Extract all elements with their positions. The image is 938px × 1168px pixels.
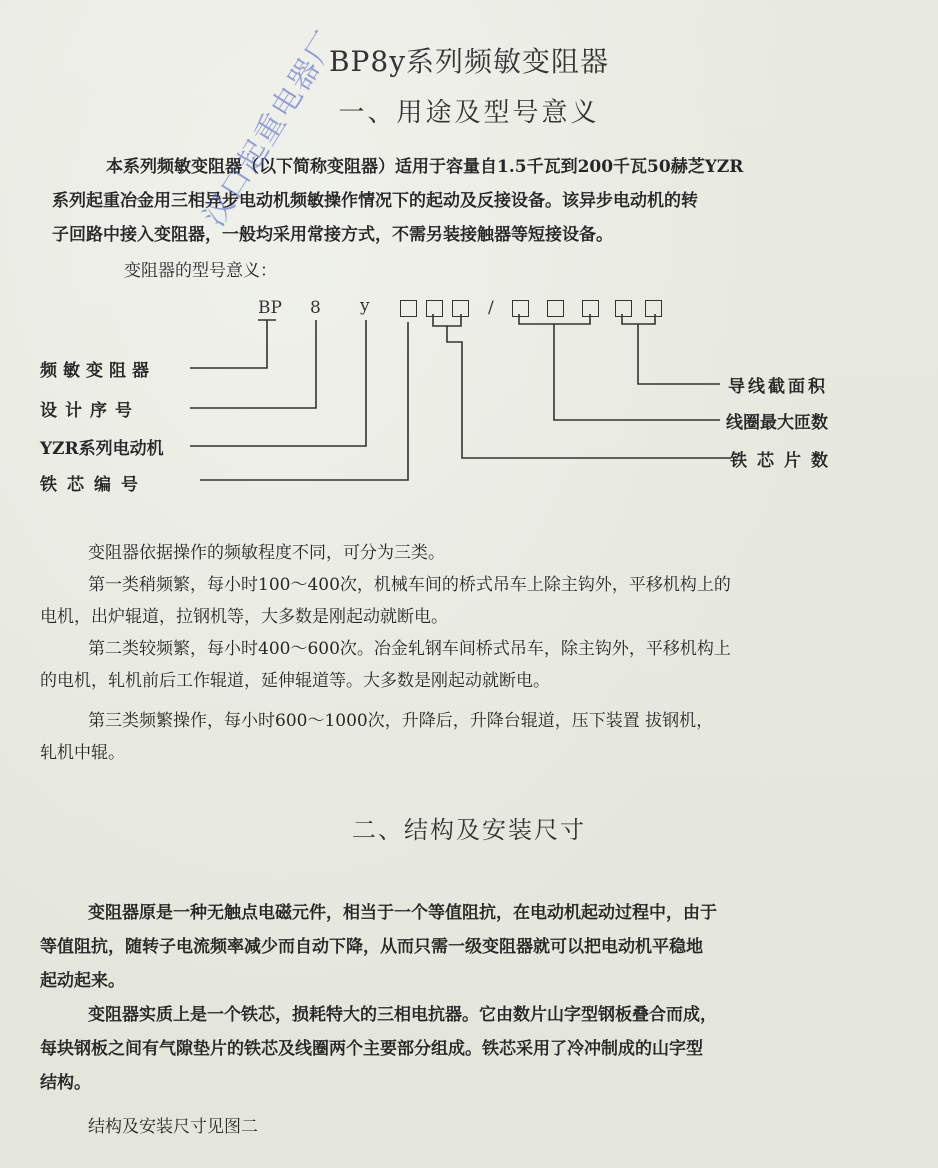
- label-core-sheets: 铁芯片数: [730, 451, 838, 471]
- model-code-diagram: [0, 280, 938, 500]
- code-box-2: [426, 300, 443, 317]
- code-8: 8: [310, 298, 321, 318]
- struct-line-2: 等值阻抗，随转子电流频率减少而自动下降，从而只需一级变阻器就可以把电动机平稳地: [40, 937, 703, 957]
- class-line-7: 轧机中辊。: [40, 743, 125, 763]
- label-core-number: 铁芯编号: [40, 475, 148, 495]
- class-line-4: 第二类较频繁，每小时400～600次。冶金轧钢车间桥式吊车，除主钩外，平移机构上: [88, 639, 731, 659]
- label-wire-section: 导线截面积: [728, 377, 828, 397]
- code-box-6: [582, 300, 599, 317]
- label-max-turns: 线圈最大匝数: [726, 413, 828, 433]
- label-yzr-motor: YZR系列电动机: [40, 439, 164, 459]
- code-bp: BP: [258, 298, 282, 318]
- intro-line-1: 本系列频敏变阻器（以下简称变阻器）适用于容量自1.5千瓦到200千瓦50赫芝YZR: [106, 157, 744, 177]
- struct-line-6: 结构。: [40, 1073, 91, 1093]
- label-design-number: 设计序号: [40, 401, 140, 421]
- intro-line-3: 子回路中接入变阻器，一般均采用常接方式，不需另装接触器等短接设备。: [52, 225, 613, 245]
- document-title: BP8y系列频敏变阻器: [328, 45, 610, 78]
- struct-line-7: 结构及安装尺寸见图二: [88, 1117, 258, 1137]
- struct-line-3: 起动起来。: [40, 971, 125, 991]
- label-frequency-resistor: 频敏变阻器: [40, 361, 155, 381]
- class-line-6: 第三类频繁操作，每小时600～1000次，升降后，升降台辊道，压下装置 拔钢机，: [88, 711, 714, 731]
- code-box-8: [645, 300, 662, 317]
- code-box-4: [512, 300, 529, 317]
- intro-line-2: 系列起重冶金用三相异步电动机频敏操作情况下的起动及反接设备。该异步电动机的转: [52, 191, 698, 211]
- struct-line-4: 变阻器实质上是一个铁芯，损耗特大的三相电抗器。它由数片山字型钢板叠合而成，: [88, 1005, 717, 1025]
- struct-line-5: 每块钢板之间有气隙垫片的铁芯及线圈两个主要部分组成。铁芯采用了冷冲制成的山字型: [40, 1039, 703, 1059]
- code-box-1: [400, 300, 417, 317]
- section2-heading: 二、结构及安装尺寸: [352, 816, 586, 844]
- code-box-5: [547, 300, 564, 317]
- class-line-2: 第一类稍频繁，每小时100～400次，机械车间的桥式吊车上除主钩外，平移机构上的: [88, 575, 731, 595]
- class-line-1: 变阻器依据操作的频敏程度不同，可分为三类。: [88, 543, 445, 563]
- class-line-5: 的电机，轧机前后工作辊道，延伸辊道等。大多数是刚起动就断电。: [40, 671, 550, 691]
- code-y: y: [360, 296, 370, 316]
- code-box-7: [615, 300, 632, 317]
- class-line-3: 电机，出炉辊道，拉钢机等，大多数是刚起动就断电。: [40, 607, 448, 627]
- model-meaning-label: 变阻器的型号意义：: [124, 261, 277, 281]
- section1-heading: 一、用途及型号意义: [338, 98, 600, 128]
- struct-line-1: 变阻器原是一种无触点电磁元件，相当于一个等值阻抗，在电动机起动过程中，由于: [88, 903, 717, 923]
- code-box-3: [452, 300, 469, 317]
- blue-stamp-watermark: 汉口起重电器厂: [196, 24, 346, 233]
- code-slash: /: [488, 298, 494, 318]
